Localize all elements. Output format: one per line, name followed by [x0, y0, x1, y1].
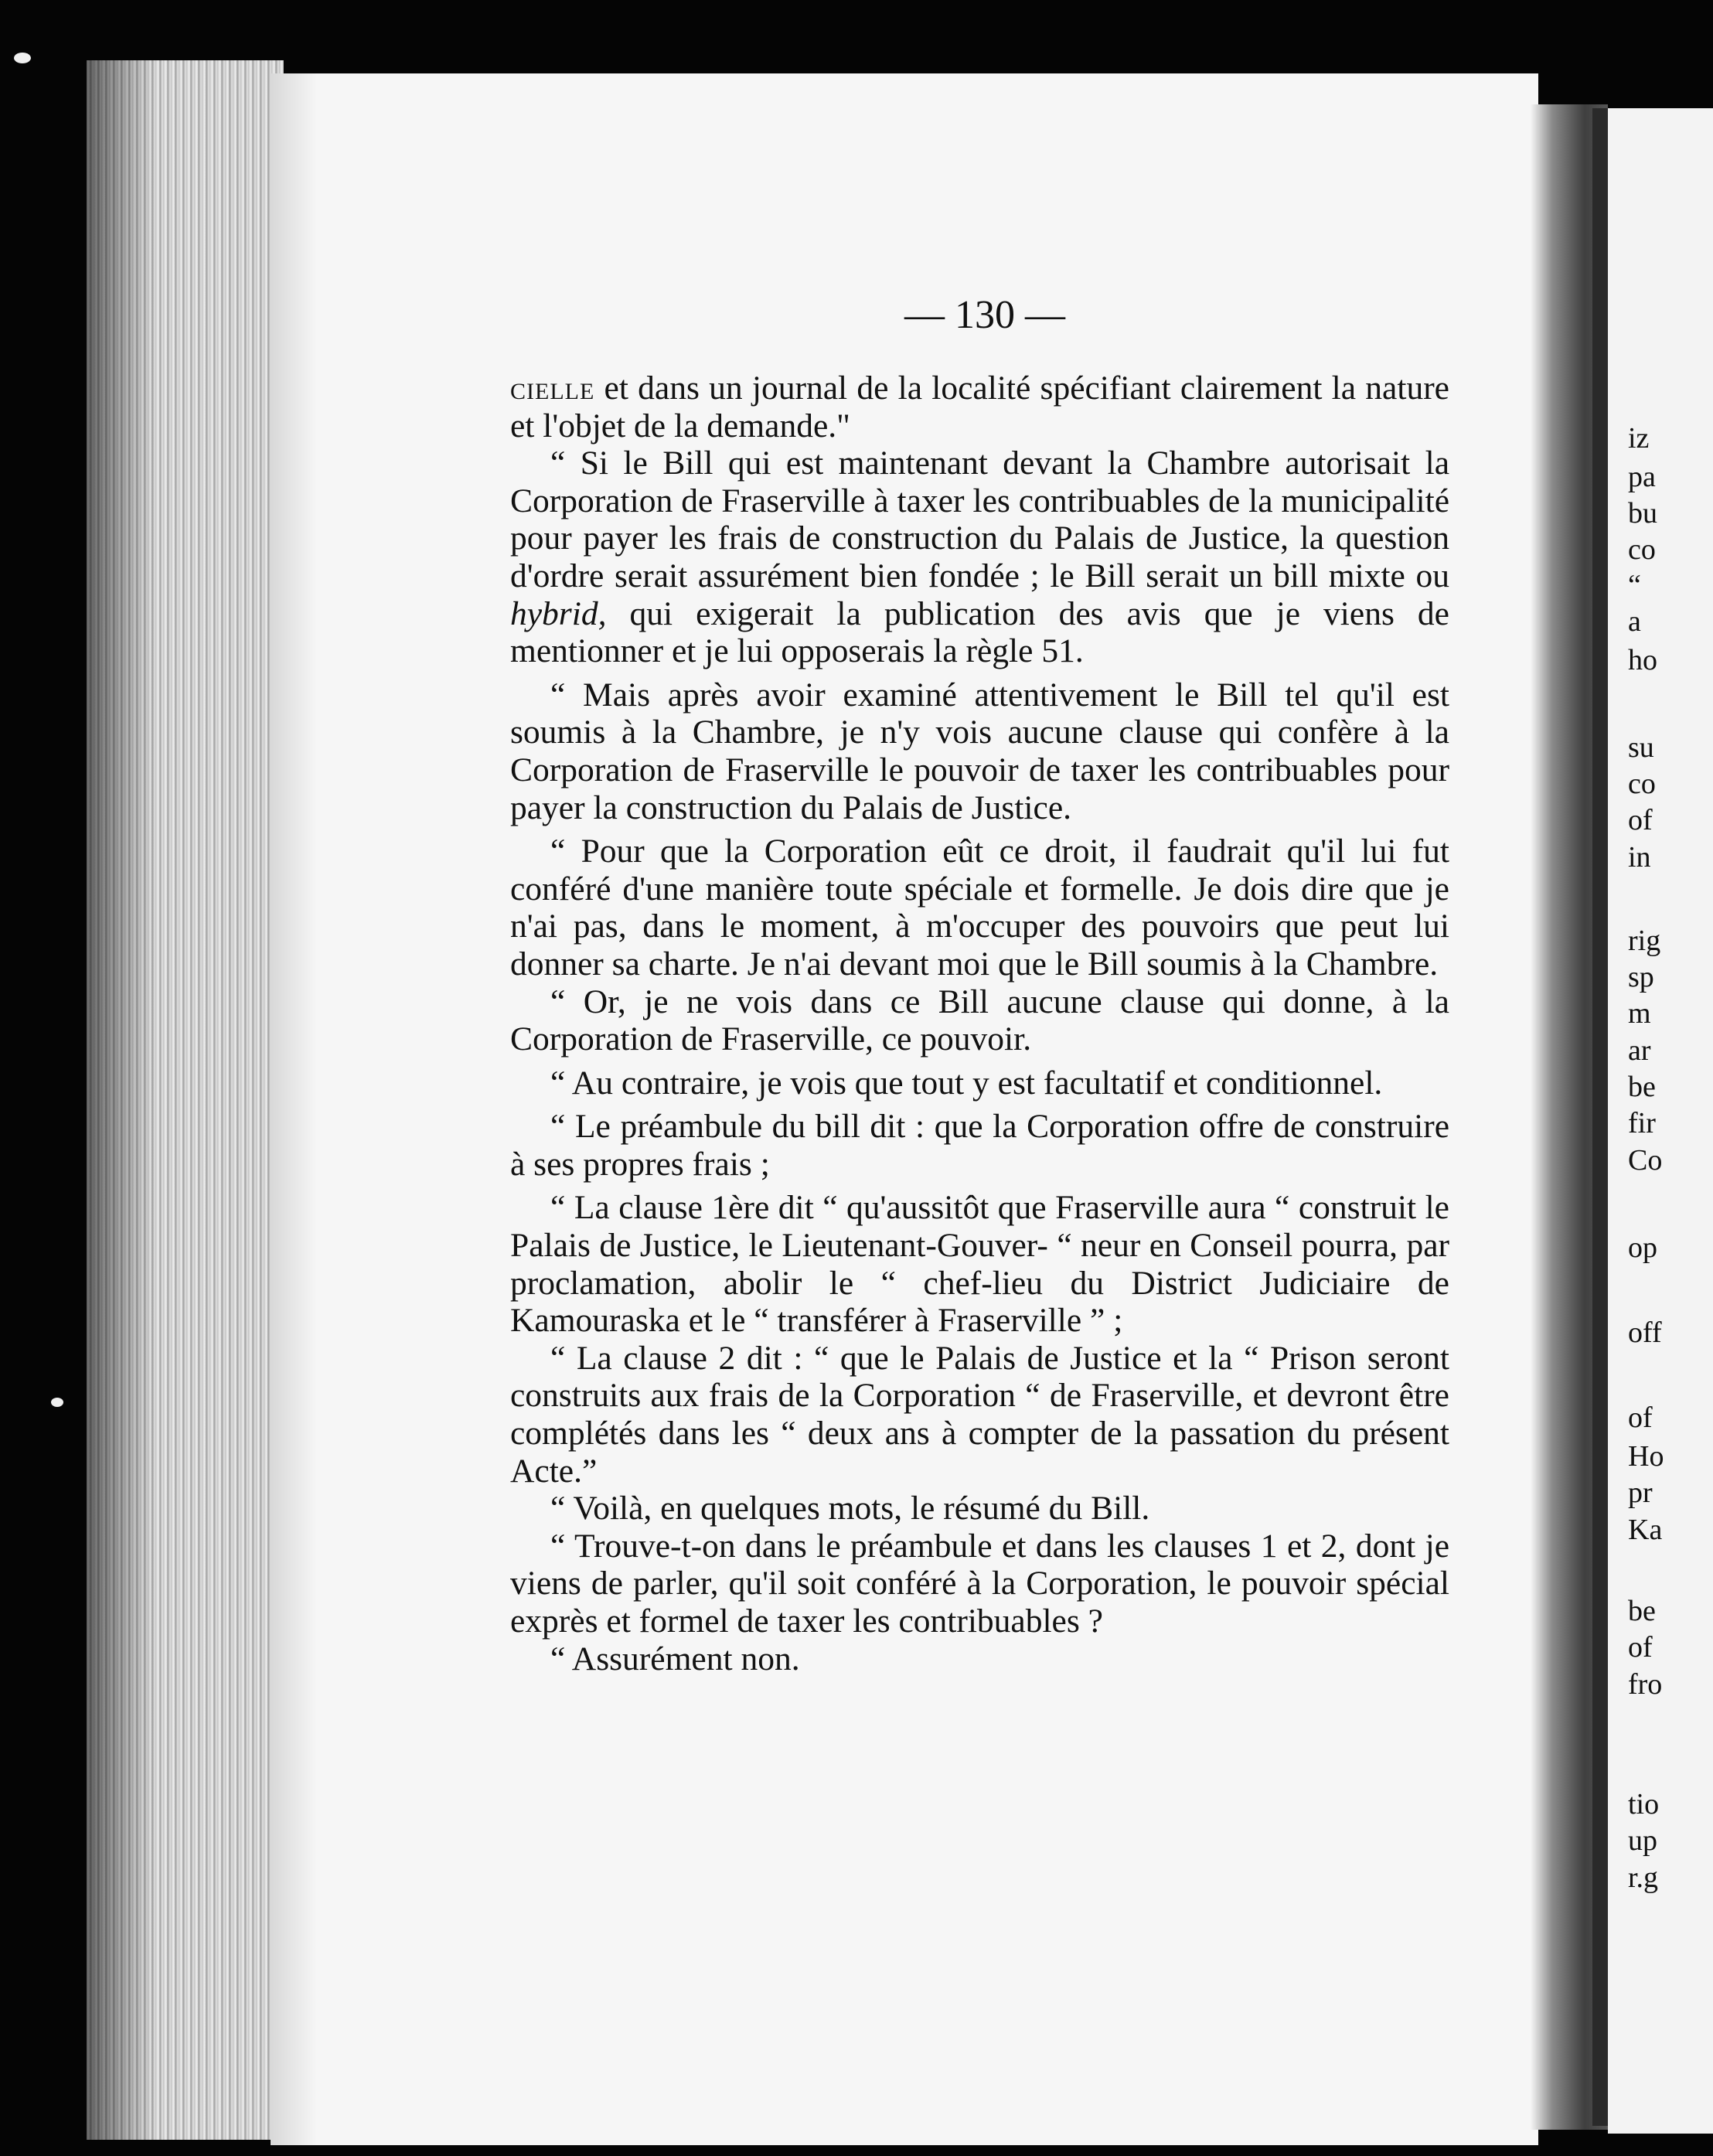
next-page-fragment: co	[1628, 533, 1656, 566]
next-page-fragment: Ka	[1628, 1514, 1663, 1546]
page-shadow	[271, 73, 317, 2145]
next-page-fragment: r.g	[1628, 1861, 1659, 1894]
next-page-fragment: in	[1628, 841, 1651, 874]
next-page-fragment: rig	[1628, 925, 1661, 957]
paragraph: “ Au contraire, je vois que tout y est facultatif et conditionnel.	[550, 1064, 1383, 1102]
paragraph: “ Mais après avoir examiné attentivement le Bill tel qu'il est soumis à la Chambre, je n'y vois aucune clause qui confère à la Corporation de Fraserville le pouvoir de taxer les contribuables pour payer la construction du Palais de Justice.	[510, 676, 1449, 826]
next-page-fragment: bu	[1628, 497, 1657, 530]
next-page-fragment: Ho	[1628, 1440, 1664, 1473]
next-page-fragment: fir	[1628, 1107, 1656, 1139]
paragraph: “ Pour que la Corporation eût ce droit, il faudrait qu'il lui fut conféré d'une manière toute spéciale et formelle. Je dois dire que je n'ai pas, dans le moment, à m'occuper des pouvoirs que peut lui donner sa charte. Je n'ai devant moi que le Bill soumis à la Chambre.	[510, 833, 1449, 983]
italic-term: hybrid,	[510, 594, 607, 632]
dust-speck	[14, 53, 31, 63]
next-page-fragment: of	[1628, 1631, 1653, 1664]
paragraph: “ Assurément non.	[550, 1640, 800, 1677]
gutter-shadow	[1592, 108, 1608, 2126]
paragraph: “ La clause 1ère dit “ qu'aussitôt que Fraserville aura “ construit le Palais de Justice, le Lieutenant-Gouver- “ neur en Conseil pourra, par proclamation, abolir le “ chef-lieu du District Judiciaire de Kamouraska et le “ transférer à Fraserville ” ;	[510, 1189, 1449, 1340]
page-number: — 130 —	[904, 293, 1065, 337]
next-page-fragment: ar	[1628, 1034, 1651, 1067]
dust-speck	[51, 1398, 63, 1407]
next-page-fragment: op	[1628, 1231, 1657, 1264]
page-edges-shadow	[87, 60, 156, 2140]
paragraph	[510, 444, 1449, 670]
paragraph	[510, 370, 1449, 444]
paragraph-text: “ Si le Bill qui est maintenant devant la Chambre autorisait la Corporation de Fraserville à taxer les contribuables de la municipalité pour payer les frais de construction du Palais de Justice, la question d'ordre serait assurément bien fondée ; le Bill serait un bill mixte ou	[510, 444, 1449, 594]
paragraph-text: qui exigerait la publication des avis que je viens de mentionner et je lui opposerais la règle 51.	[510, 594, 1449, 670]
next-page-fragment: co	[1628, 768, 1656, 800]
paragraph-text: et dans un journal de la localité spécifiant clairement la nature et l'objet de la demande."	[510, 370, 1449, 444]
body-text	[510, 370, 1449, 1677]
next-page-fragment: a	[1628, 605, 1641, 638]
next-page-fragment: m	[1628, 997, 1651, 1030]
paragraph: “ La clause 2 dit : “ que le Palais de Justice et la “ Prison seront construits aux frais de la Corporation “ de Fraserville, et devront être complétés dans les “ deux ans à compter de la passation du présent Acte.”	[510, 1339, 1449, 1490]
next-page-fragment: of	[1628, 804, 1653, 836]
paragraph: “ Or, je ne vois dans ce Bill aucune clause qui donne, à la Corporation de Fraserville, ce pouvoir.	[510, 983, 1449, 1058]
next-page-fragment: ho	[1628, 644, 1657, 676]
next-page-fragment: su	[1628, 731, 1654, 764]
next-page-strip	[1608, 108, 1713, 2134]
next-page-fragment: fro	[1628, 1668, 1663, 1701]
small-caps-fragment: cielle	[510, 370, 595, 407]
next-page-fragment: pa	[1628, 461, 1656, 493]
paragraph: “ Trouve-t-on dans le préambule et dans les clauses 1 et 2, dont je viens de parler, qu'il soit conféré à la Corporation, le pouvoir spécial exprès et formel de taxer les contribuables ?	[510, 1527, 1449, 1640]
next-page-fragment: up	[1628, 1824, 1657, 1857]
next-page-fragment: off	[1628, 1316, 1662, 1349]
paragraph: “ Le préambule du bill dit : que la Corporation offre de construire à ses propres frais ;	[510, 1108, 1449, 1183]
next-page-fragment: pr	[1628, 1477, 1653, 1509]
next-page-fragment: sp	[1628, 961, 1654, 993]
next-page-fragment: tio	[1628, 1788, 1660, 1821]
paragraph: “ Voilà, en quelques mots, le résumé du Bill.	[550, 1490, 1150, 1528]
next-page-fragment: Co	[1628, 1144, 1663, 1177]
next-page-fragment: of	[1628, 1402, 1653, 1434]
next-page-fragment: “	[1628, 569, 1641, 601]
next-page-fragment: be	[1628, 1595, 1656, 1627]
next-page-fragment: be	[1628, 1071, 1656, 1103]
next-page-fragment: iz	[1628, 422, 1650, 455]
